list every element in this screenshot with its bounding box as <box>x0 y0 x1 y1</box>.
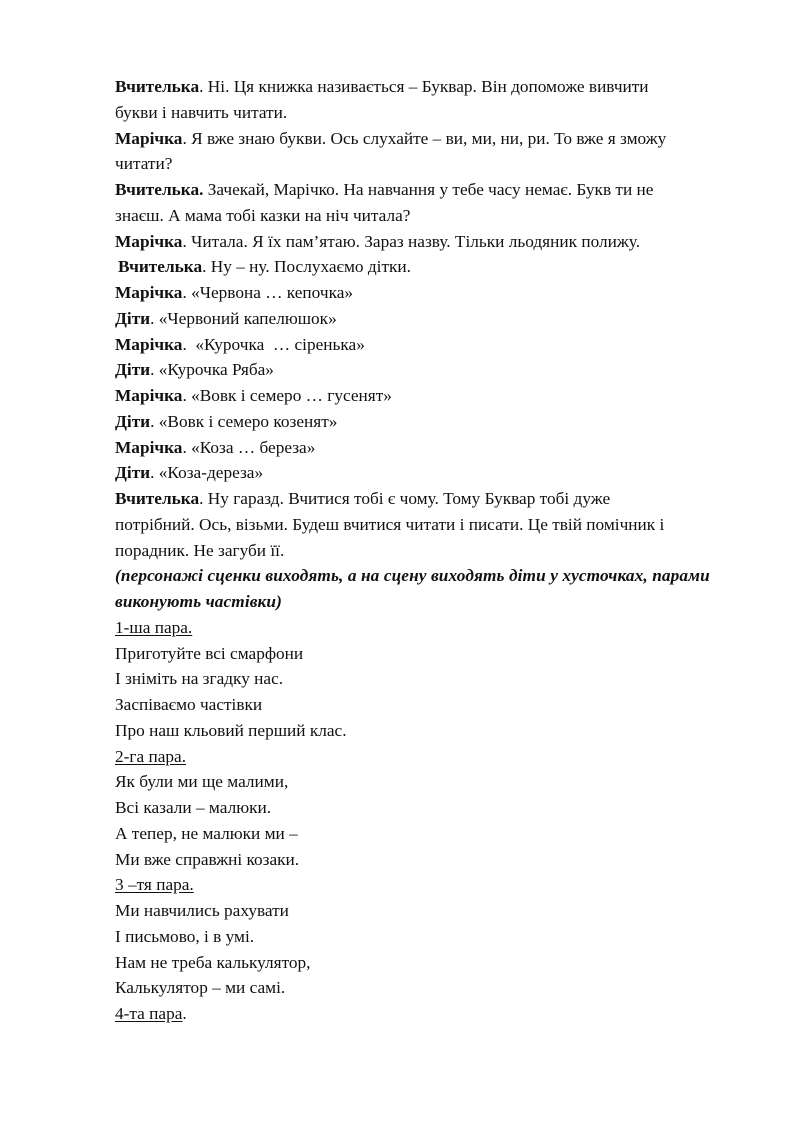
pair-section-2 <box>115 744 745 873</box>
speech-text: . Читала. Я їх пам’ятаю. Зараз назву. Тільки льодяник полижу. <box>182 231 641 251</box>
speaker-name: Вчителька <box>115 77 200 96</box>
verse-line: Ми навчились рахувати <box>115 901 289 920</box>
document-page <box>115 74 745 1027</box>
speech-text: . Ну – ну. Послухаємо дітки. <box>202 257 411 277</box>
pair-label: 2-га пара. <box>115 746 187 766</box>
speaker-name: Марічка <box>115 386 183 405</box>
speaker-name: Марічка <box>115 334 183 354</box>
pair-heading <box>115 1001 745 1027</box>
speech-text: читати? <box>115 154 173 174</box>
pair-label: 4-та пара <box>115 1004 183 1023</box>
dialogue-line <box>115 203 745 229</box>
speech-text: . «Коза … береза» <box>182 437 316 457</box>
pair-label: 1-ша пара. <box>115 617 193 637</box>
dialogue-line <box>115 126 745 152</box>
verse-line: Нам не треба калькулятор, <box>115 952 311 972</box>
dialogue-line <box>115 254 745 280</box>
pair-section-3 <box>115 872 745 1001</box>
pair-heading <box>115 872 745 898</box>
dialogue-line <box>115 280 745 306</box>
speech-text: Зачекай, Марічко. На навчання у тебе часу немає. Букв ти не <box>203 180 654 199</box>
dialogue-line <box>115 177 745 203</box>
speaker-name: Вчителька <box>115 489 200 508</box>
speech-text: потрібний. Ось, візьми. Будеш вчитися читати і писати. Це твій помічник і <box>115 514 665 534</box>
speaker-name: Марічка <box>115 437 183 457</box>
speaker-name: Діти <box>115 360 151 380</box>
dialogue-line <box>115 357 745 383</box>
speaker-name: Діти <box>115 463 151 483</box>
dialogue-line <box>115 435 745 461</box>
verse-line: А тепер, не малюки ми – <box>115 823 298 843</box>
verse-line: Заспіваємо частівки <box>115 695 263 714</box>
speech-text: . Ні. Ця книжка називається – Буквар. Він допоможе вивчити <box>199 77 649 96</box>
speech-text: . «Курочка … сіренька» <box>182 334 365 354</box>
pair-section-1 <box>115 615 745 744</box>
dialogue-line <box>115 74 745 100</box>
speaker-name: Вчителька. <box>115 180 204 199</box>
speech-text: порадник. Не загуби її. <box>115 540 285 560</box>
dialogue-line <box>115 512 745 538</box>
stage-direction <box>115 563 745 615</box>
speaker-name: Марічка <box>115 231 183 251</box>
speech-text: . «Курочка Ряба» <box>150 360 274 380</box>
dialogue-section <box>115 74 745 563</box>
dialogue-line <box>115 332 745 358</box>
speech-text: . «Вовк і семеро козенят» <box>150 411 338 431</box>
speech-text: . «Червоний капелюшок» <box>150 308 337 328</box>
pair-heading <box>115 744 745 770</box>
speaker-name: Марічка <box>115 128 183 148</box>
dialogue-line <box>115 229 745 255</box>
verse-line: Як були ми ще малими, <box>115 772 289 792</box>
speaker-name: Діти <box>115 411 151 431</box>
dialogue-line <box>115 486 745 512</box>
verse-line: Про наш кльовий перший клас. <box>115 720 347 740</box>
dialogue-line <box>115 538 745 564</box>
speaker-name: Вчителька <box>118 257 203 277</box>
pair-heading <box>115 615 745 641</box>
stage-direction-line: виконують частівки) <box>115 592 282 611</box>
stage-direction-line: (персонажі сценки виходять, а на сцену виходять діти у хусточках, парами <box>115 566 710 586</box>
speech-text: . «Коза-дереза» <box>150 463 264 483</box>
speaker-name: Марічка <box>115 283 183 302</box>
dialogue-line <box>115 409 745 435</box>
dialogue-line <box>115 100 745 126</box>
verse-line: І письмово, і в умі. <box>115 926 255 946</box>
speech-text: . «Червона … кепочка» <box>182 283 354 302</box>
speech-text: . «Вовк і семеро … гусенят» <box>182 386 392 405</box>
verse-line: Всі казали – малюки. <box>115 798 272 817</box>
speaker-name: Діти <box>115 308 151 328</box>
speech-text: букви і навчить читати. <box>115 102 288 122</box>
verse-line: І зніміть на згадку нас. <box>115 669 284 689</box>
dialogue-line <box>115 306 745 332</box>
verse-line: Приготуйте всі смарфони <box>115 643 304 663</box>
pair-label-suffix: . <box>182 1004 187 1023</box>
dialogue-line <box>115 151 745 177</box>
speech-text: . Я вже знаю букви. Ось слухайте – ви, ми, ни, ри. То вже я зможу <box>182 128 667 148</box>
speech-text: . Ну гаразд. Вчитися тобі є чому. Тому Буквар тобі дуже <box>199 489 611 508</box>
verse-line: Калькулятор – ми самі. <box>115 978 286 998</box>
pair-label: 3 –тя пара. <box>115 875 194 895</box>
verse-line: Ми вже справжні козаки. <box>115 849 300 869</box>
dialogue-line <box>115 460 745 486</box>
pair-section-4 <box>115 1001 745 1027</box>
dialogue-line <box>115 383 745 409</box>
speech-text: знаєш. А мама тобі казки на ніч читала? <box>115 205 411 225</box>
